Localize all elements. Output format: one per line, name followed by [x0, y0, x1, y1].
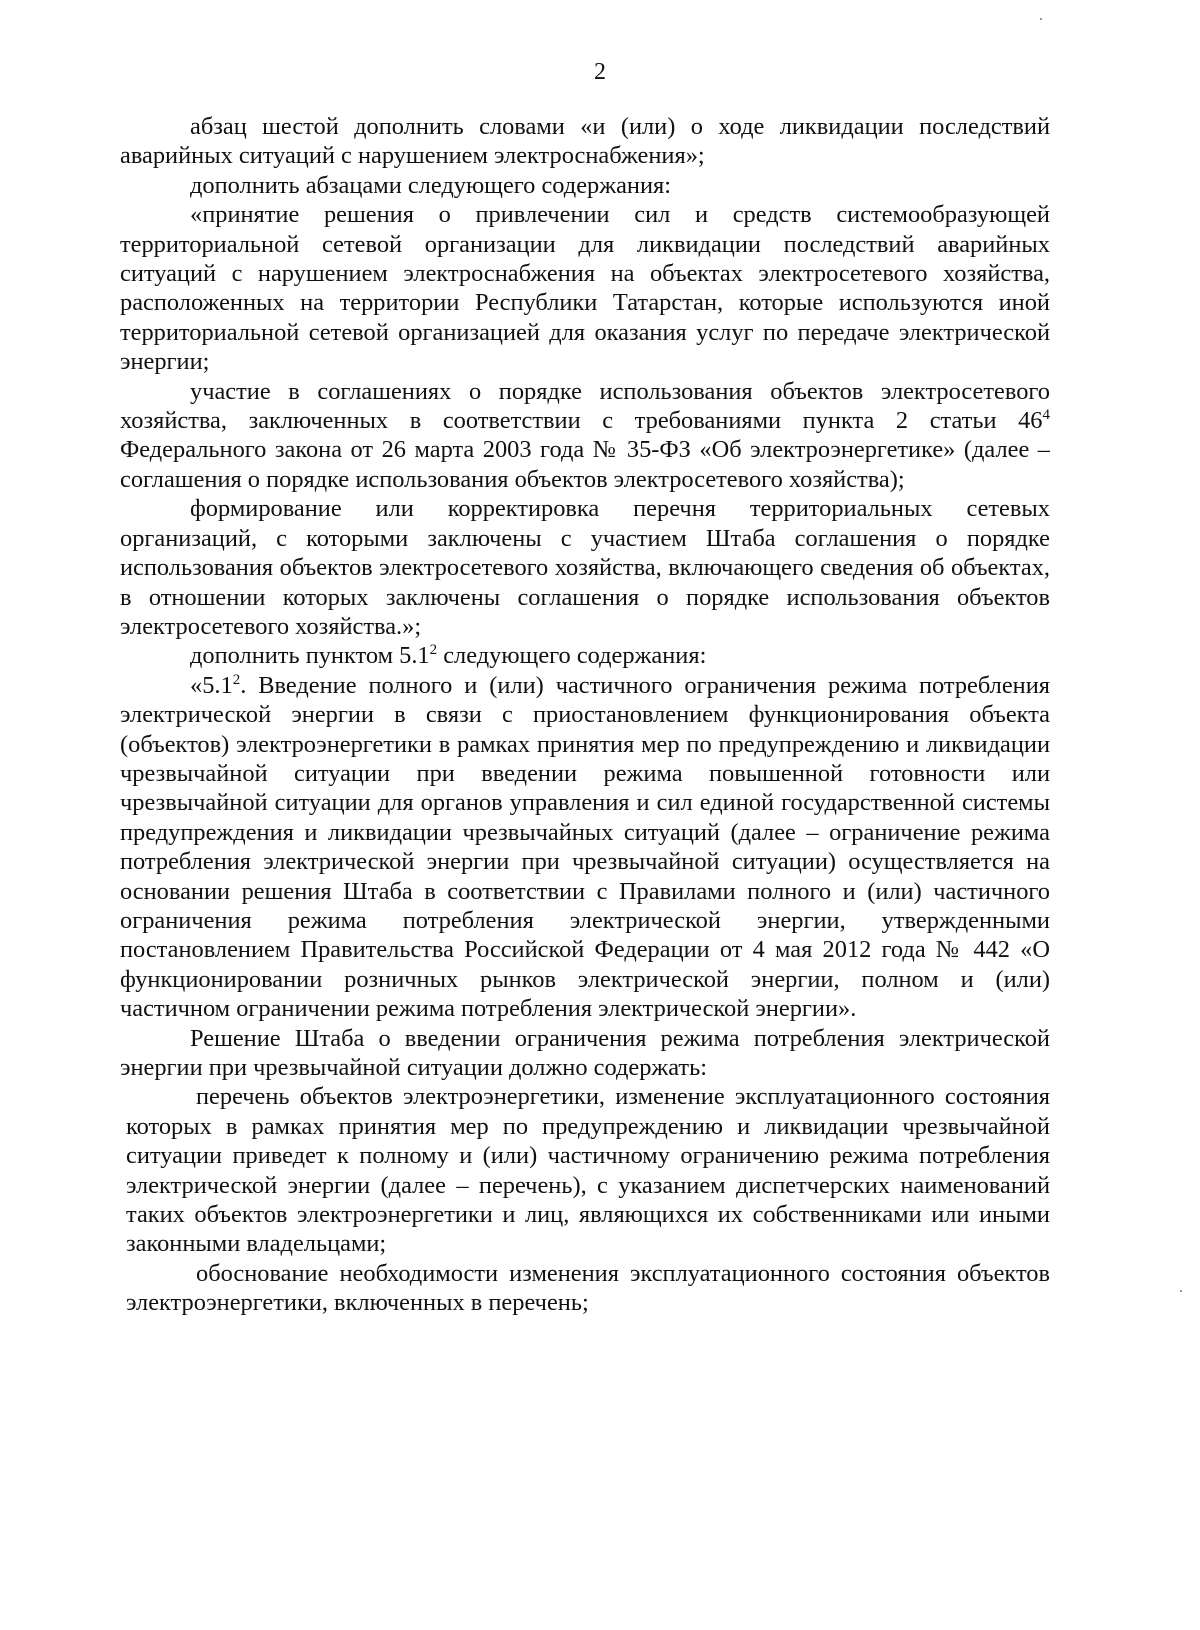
document-body [120, 112, 1050, 1318]
scan-speck [1180, 1290, 1182, 1292]
paragraph-text-part: . Введение полного и (или) частичного ограничения режима потребления электрической энергии в связи с приостановлением функционирования объекта (объектов) электроэнергетики в рамках принятия мер по предупреждению и ликвидации чрезвычайной ситуации при введении режима повышенной готовности или чрезвычайной ситуации для органов управления и сил единой государственной системы предупреждения и ликвидации чрезвычайных ситуаций (далее – ограничение режима потребления электрической энергии при чрезвычайной ситуации) осуществляется на основании решения Штаба в соответствии с Правилами полного и (или) частичного ограничения режима потребления электрической энергии, утвержденными постановлением Правительства Российской Федерации от 4 мая 2012 года № 442 «О функционировании розничных рынков электрической энергии, полном и (или) частичном ограничении режима потребления электрической энергии». [120, 671, 1050, 1023]
paragraph-punkt-5-1-2 [120, 671, 1050, 1024]
paragraph-reshenie-shtaba: Решение Штаба о введении ограничения режима потребления электрической энергии при чрезвычайной ситуации должно содержать: [120, 1024, 1050, 1081]
paragraph-dopolnit-punktom [120, 641, 1050, 670]
paragraph-text-part: дополнить пунктом 5.1 [190, 642, 430, 670]
paragraph-text-part: участие в соглашениях о порядке использования объектов электросетевого хозяйства, заключенных в соответствии с требованиями пункта 2 статьи 46 [120, 377, 1050, 435]
paragraph-prinyatie-resheniya: «принятие решения о привлечении сил и средств системообразующей территориальной сетевой организации для ликвидации последствий аварийных ситуаций с нарушением электроснабжения на объектах электросетевого хозяйства, расположенных на территории Республики Татарстан, которые используются иной территориальной сетевой организацией для оказания услуг по передаче электрической энергии; [120, 201, 1050, 376]
page-number: 2 [594, 59, 606, 85]
paragraph-uchastie-v-soglasheniyah [120, 377, 1050, 495]
paragraph-obosnovanie: обоснование необходимости изменения эксплуатационного состояния объектов электроэнергетики, включенных в перечень; [126, 1259, 1050, 1317]
paragraph-text-part: «5.1 [190, 671, 233, 699]
paragraph-abzac-shestoy: абзац шестой дополнить словами «и (или) о ходе ликвидации последствий аварийных ситуаций с нарушением электроснабжения»; [120, 113, 1050, 170]
scan-speck [1040, 18, 1042, 20]
paragraph-perechen-obektov: перечень объектов электроэнергетики, изменение эксплуатационного состояния которых в рамках принятия мер по предупреждению и ликвидации чрезвычайной ситуации приведет к полному и (или) частичному ограничению режима потребления электрической энергии (далее – перечень), с указанием диспетчерских наименований таких объектов электроэнергетики и лиц, являющихся их собственниками или иными законными владельцами; [126, 1083, 1050, 1258]
superscript: 2 [232, 671, 241, 688]
superscript: 2 [429, 642, 438, 659]
paragraph-text-part: следующего содержания: [437, 642, 707, 670]
superscript: 4 [1042, 407, 1050, 424]
paragraph-dopolnit-abzacami: дополнить абзацами следующего содержания: [190, 171, 671, 199]
paragraph-text-part: Федерального закона от 26 марта 2003 года № 35-ФЗ «Об электроэнергетике» (далее – соглашения о порядке использования объектов электросетевого хозяйства); [120, 436, 1050, 493]
paragraph-formirovanie-perechnya: формирование или корректировка перечня территориальных сетевых организаций, с которыми заключены с участием Штаба соглашения о порядке использования объектов электросетевого хозяйства, включающего сведения об объектах, в отношении которых заключены соглашения о порядке использования объектов электросетевого хозяйства.»; [120, 495, 1050, 640]
